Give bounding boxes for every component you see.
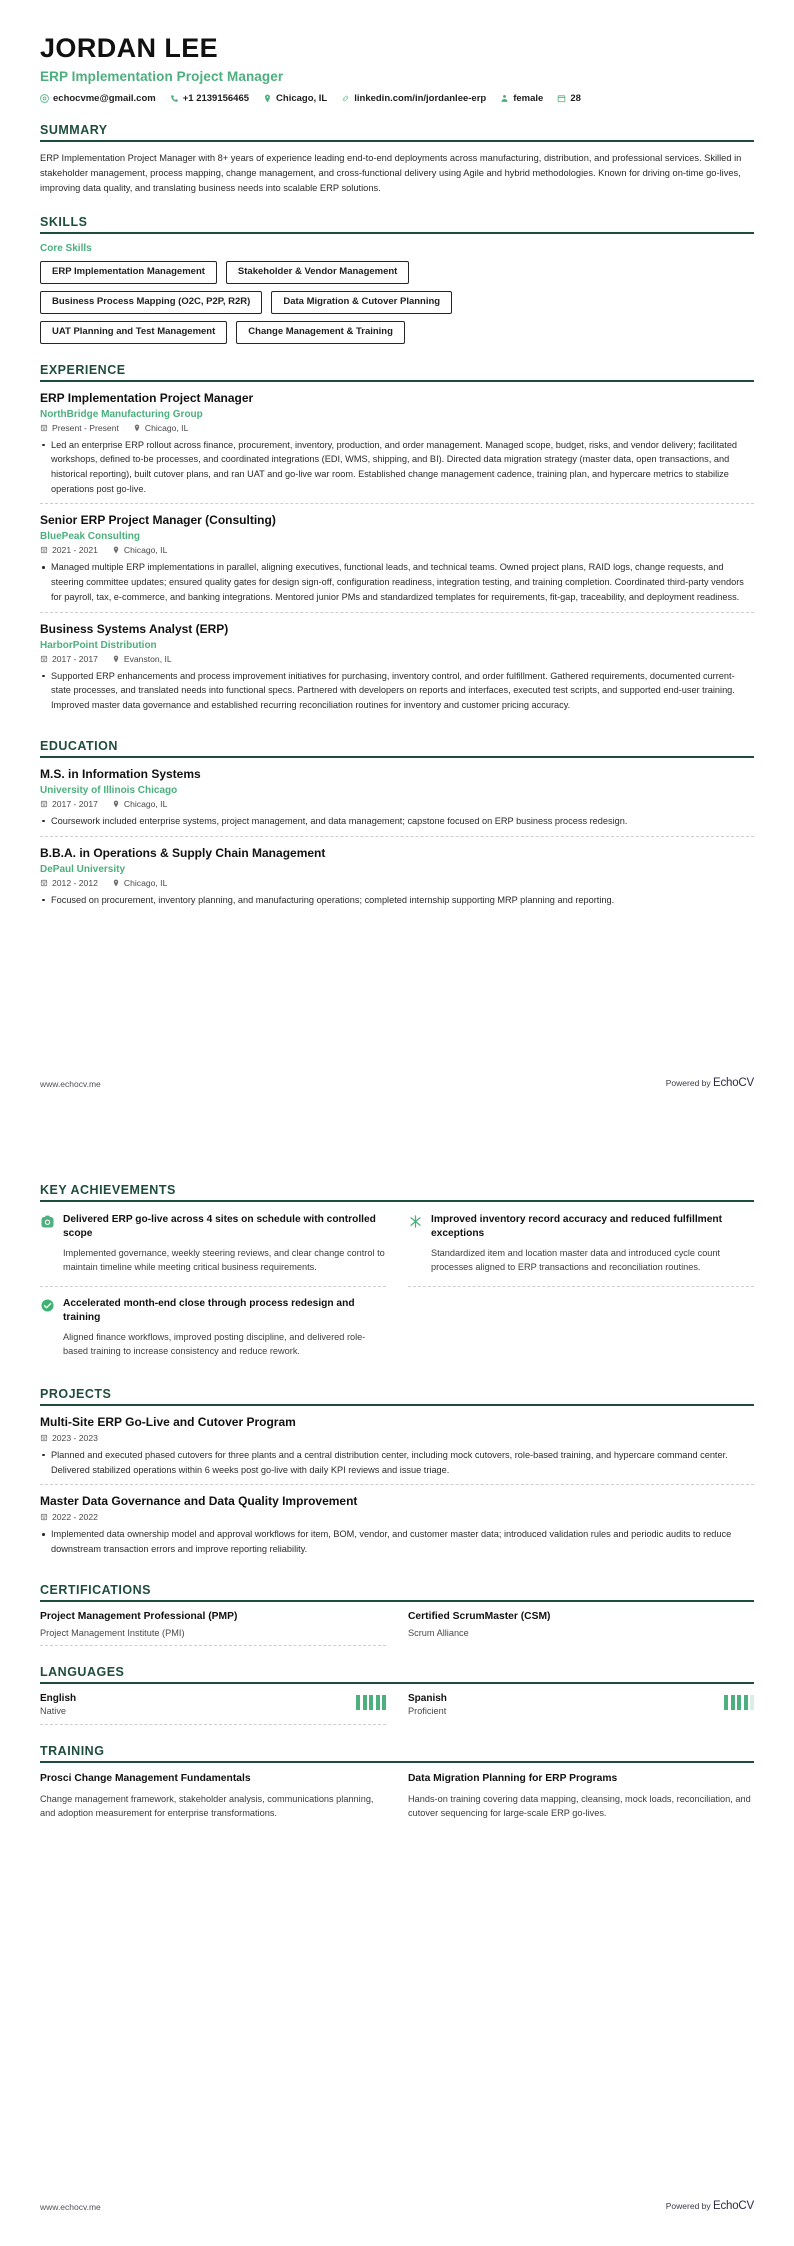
project-title: Master Data Governance and Data Quality Improvement <box>40 1494 358 1509</box>
resume-page-2 <box>0 1123 794 2246</box>
contact-location-text: Chicago, IL <box>276 92 328 104</box>
experience-org: HarborPoint Distribution <box>40 639 157 651</box>
education-dates-text: 2017 - 2017 <box>52 798 98 809</box>
section-divider <box>40 1200 754 1202</box>
achievement-item <box>408 1211 754 1284</box>
contact-phone[interactable] <box>170 93 249 104</box>
contact-linkedin-text: linkedin.com/in/jordanlee-erp <box>354 92 487 104</box>
contact-gender <box>500 93 543 104</box>
location-pin-icon <box>112 655 120 663</box>
footer-brand-prefix: Powered by <box>665 2201 713 2211</box>
proficiency-bar <box>724 1695 728 1710</box>
languages-grid <box>40 1693 754 1725</box>
education-bullets <box>40 814 754 829</box>
contact-location <box>263 93 327 104</box>
contact-phone-text: +1 2139156465 <box>182 92 250 104</box>
camera-badge-icon <box>40 1213 55 1234</box>
footer-brand-name: EchoCV <box>713 2200 754 2212</box>
section-skills <box>40 215 754 344</box>
contact-linkedin[interactable] <box>341 93 486 104</box>
project-title: Multi-Site ERP Go-Live and Cutover Program <box>40 1414 296 1429</box>
experience-dates-text: 2017 - 2017 <box>52 653 98 664</box>
location-pin-icon <box>112 879 120 887</box>
experience-entry <box>40 612 754 720</box>
education-school: University of Illinois Chicago <box>40 784 178 796</box>
calendar-icon <box>40 1513 48 1521</box>
certification-issuer: Scrum Alliance <box>408 1627 469 1638</box>
calendar-icon <box>40 655 48 663</box>
training-desc: Change management framework, stakeholder analysis, communications planning, and adoption measurement for enterprise transformations. <box>40 1793 374 1819</box>
experience-location-text: Evanston, IL <box>123 653 172 664</box>
certifications-grid <box>40 1611 754 1646</box>
section-title-education: EDUCATION <box>40 738 118 753</box>
education-degree: B.B.A. in Operations & Supply Chain Management <box>40 845 326 860</box>
section-title-certifications: CERTIFICATIONS <box>40 1582 151 1597</box>
experience-meta <box>40 654 754 664</box>
footer-brand-prefix: Powered by <box>665 1078 713 1088</box>
contact-age-text: 28 <box>570 92 581 104</box>
certification-title: Certified ScrumMaster (CSM) <box>408 1610 551 1622</box>
location-pin-icon <box>112 800 120 808</box>
experience-title: Senior ERP Project Manager (Consulting) <box>40 513 276 528</box>
bullet-item: Coursework included enterprise systems, project management, and data management; capstone focused on ERP business process redesign. <box>40 814 754 829</box>
skill-chip: ERP Implementation Management <box>40 261 217 284</box>
training-title: Prosci Change Management Fundamentals <box>40 1772 251 1784</box>
proficiency-bar <box>369 1695 373 1710</box>
certification-issuer: Project Management Institute (PMI) <box>40 1628 386 1646</box>
skill-chip: Change Management & Training <box>236 321 405 344</box>
experience-title: ERP Implementation Project Manager <box>40 390 254 405</box>
candidate-name: JORDAN LEE <box>40 33 219 63</box>
bullet-item: Implemented data ownership model and approval workflows for item, BOM, vendor, and customer master data; introduced validation rules and periodic audits to reduce downstream transaction errors and improve reporting reliability. <box>40 1527 754 1556</box>
experience-bullets <box>40 438 754 497</box>
page-footer <box>40 2200 754 2212</box>
certification-item <box>408 1611 754 1646</box>
experience-entry <box>40 391 754 504</box>
footer-brand-name: EchoCV <box>713 1077 754 1089</box>
project-bullets <box>40 1448 754 1477</box>
experience-dates-text: 2021 - 2021 <box>52 545 98 556</box>
section-languages <box>40 1665 754 1725</box>
section-training <box>40 1744 754 1821</box>
experience-location <box>112 545 167 555</box>
language-item <box>40 1693 386 1725</box>
project-dates-text: 2023 - 2023 <box>52 1432 98 1443</box>
certification-item <box>40 1611 386 1646</box>
project-bullets <box>40 1527 754 1556</box>
link-icon <box>341 94 350 103</box>
calendar-icon <box>40 546 48 554</box>
experience-bullets <box>40 560 754 604</box>
section-experience <box>40 363 754 720</box>
project-meta <box>40 1512 754 1522</box>
calendar-icon <box>557 94 566 103</box>
contact-age <box>557 93 581 104</box>
contact-row <box>40 93 754 104</box>
bullet-item: Focused on procurement, inventory planning, and manufacturing operations; completed internship supporting MRP planning and reporting. <box>40 893 754 908</box>
experience-location-text: Chicago, IL <box>144 422 189 433</box>
section-title-languages: LANGUAGES <box>40 1664 125 1679</box>
education-degree: M.S. in Information Systems <box>40 766 201 781</box>
experience-dates-text: Present - Present <box>52 422 119 433</box>
sparkle-icon <box>408 1213 423 1234</box>
achievement-title: Accelerated month-end close through process redesign and training <box>63 1297 355 1323</box>
proficiency-bar <box>744 1695 748 1710</box>
footer-brand <box>666 1077 754 1089</box>
bullet-item: Managed multiple ERP implementations in parallel, aligning executives, functional leads, and technical teams. Owned project plans, RAID logs, change requests, and steering committee updates; ensured quality gates for design sign-off, configuration readiness, integration testing, and training completion. Coordinated third-party vendors for payroll, tax, e-commerce, and banking integrations. Mentored junior PMs and standardized templates for requirements, fit-gap, traceability, and deployment readiness. <box>40 560 754 604</box>
project-meta <box>40 1433 754 1443</box>
section-divider <box>40 1761 754 1763</box>
section-title-training: TRAINING <box>40 1743 105 1758</box>
language-level: Proficient <box>408 1705 447 1716</box>
education-meta <box>40 878 754 888</box>
language-proficiency-bars <box>724 1693 754 1710</box>
education-location-text: Chicago, IL <box>123 877 168 888</box>
experience-title: Business Systems Analyst (ERP) <box>40 621 229 636</box>
location-pin-icon <box>112 546 120 554</box>
contact-gender-text: female <box>513 92 544 104</box>
section-title-achievements: KEY ACHIEVEMENTS <box>40 1183 176 1197</box>
candidate-headline: ERP Implementation Project Manager <box>40 68 284 84</box>
achievement-desc: Implemented governance, weekly steering reviews, and clear change control to maintain timeline while meeting critical business requirements. <box>63 1247 385 1273</box>
achievement-spacer <box>408 1286 754 1368</box>
section-divider <box>40 756 754 758</box>
section-title-summary: SUMMARY <box>40 122 108 137</box>
experience-dates <box>40 654 98 664</box>
section-divider <box>40 1682 754 1684</box>
project-entry <box>40 1415 754 1484</box>
project-dates-text: 2022 - 2022 <box>52 1512 98 1523</box>
education-dates <box>40 799 98 809</box>
section-divider <box>40 232 754 234</box>
achievement-desc: Aligned finance workflows, improved posting discipline, and delivered role-based training to increase consistency and reduce rework. <box>63 1331 366 1357</box>
skill-chip: Business Process Mapping (O2C, P2P, R2R) <box>40 291 262 314</box>
achievement-head <box>408 1213 754 1241</box>
achievements-grid <box>40 1211 754 1368</box>
section-title-experience: EXPERIENCE <box>40 362 126 377</box>
calendar-icon <box>40 800 48 808</box>
phone-icon <box>170 94 179 103</box>
section-divider <box>40 140 754 142</box>
section-divider <box>40 380 754 382</box>
section-divider <box>40 1404 754 1406</box>
training-title: Data Migration Planning for ERP Programs <box>408 1772 618 1784</box>
achievement-desc: Standardized item and location master data and introduced cycle count processes aligned to ERP transactions and reconciliation routines. <box>431 1247 721 1273</box>
email-icon <box>40 94 49 103</box>
education-entry <box>40 767 754 836</box>
section-education <box>40 739 754 914</box>
education-dates-text: 2012 - 2012 <box>52 877 98 888</box>
person-icon <box>500 94 509 103</box>
experience-org: BluePeak Consulting <box>40 531 141 543</box>
certification-title: Project Management Professional (PMP) <box>40 1610 238 1622</box>
project-dates <box>40 1433 98 1443</box>
experience-dates <box>40 423 119 433</box>
footer-website[interactable]: www.echocv.me <box>40 2202 101 2212</box>
achievement-item <box>40 1286 386 1368</box>
experience-meta <box>40 545 754 555</box>
proficiency-bar <box>382 1695 386 1710</box>
skill-chip: Stakeholder & Vendor Management <box>226 261 409 284</box>
training-item <box>40 1772 386 1821</box>
experience-location <box>112 654 172 664</box>
proficiency-bar <box>356 1695 360 1710</box>
achievement-head <box>40 1297 386 1325</box>
education-bullets <box>40 893 754 908</box>
project-dates <box>40 1512 98 1522</box>
language-name: English <box>40 1692 77 1704</box>
language-name: Spanish <box>408 1692 447 1704</box>
skills-group-label: Core Skills <box>40 242 92 254</box>
training-item <box>408 1772 754 1821</box>
skills-chip-list <box>40 261 580 344</box>
education-dates <box>40 878 98 888</box>
education-meta <box>40 799 754 809</box>
section-achievements <box>40 1183 754 1368</box>
section-divider <box>40 1600 754 1602</box>
resume-header <box>40 34 754 104</box>
education-location <box>112 799 167 809</box>
section-certifications <box>40 1583 754 1646</box>
check-circle-icon <box>40 1297 55 1318</box>
skill-chip: Data Migration & Cutover Planning <box>271 291 452 314</box>
section-title-projects: PROJECTS <box>40 1386 112 1401</box>
skill-chip: UAT Planning and Test Management <box>40 321 227 344</box>
training-grid <box>40 1772 754 1821</box>
footer-brand <box>666 2200 754 2212</box>
achievement-title: Improved inventory record accuracy and reduced fulfillment exceptions <box>431 1214 722 1239</box>
location-pin-icon <box>263 94 272 103</box>
language-proficiency-bars <box>356 1693 386 1710</box>
section-projects <box>40 1387 754 1564</box>
language-item <box>408 1693 754 1725</box>
calendar-icon <box>40 1434 48 1442</box>
education-entry <box>40 836 754 915</box>
education-location <box>112 878 167 888</box>
location-pin-icon <box>133 424 141 432</box>
project-entry <box>40 1484 754 1563</box>
experience-location <box>133 423 188 433</box>
experience-entry <box>40 503 754 611</box>
section-title-skills: SKILLS <box>40 214 88 229</box>
summary-text: ERP Implementation Project Manager with 8+ years of experience leading end-to-end deployments across manufacturing, distribution, and professional services. Skilled in stakeholder management, process mapping, change management, and cross-functional delivery using Agile and hybrid methodologies. Known for driving on-time go-lives, improving data quality, and translating business needs into scalable ERP solutions. <box>40 152 742 193</box>
calendar-icon <box>40 424 48 432</box>
calendar-icon <box>40 879 48 887</box>
proficiency-bar <box>750 1695 754 1710</box>
training-desc: Hands-on training covering data mapping, cleansing, mock loads, reconciliation, and cutover sequencing for large-scale ERP go-lives. <box>408 1793 751 1819</box>
language-text <box>40 1693 76 1716</box>
proficiency-bar <box>737 1695 741 1710</box>
contact-email-text: echocvme@gmail.com <box>53 92 156 104</box>
achievement-title: Delivered ERP go-live across 4 sites on schedule with controlled scope <box>63 1214 376 1239</box>
achievement-item <box>40 1211 386 1284</box>
education-location-text: Chicago, IL <box>123 798 168 809</box>
achievement-head <box>40 1213 386 1241</box>
experience-bullets <box>40 669 754 713</box>
footer-website[interactable]: www.echocv.me <box>40 1079 101 1089</box>
education-school: DePaul University <box>40 863 126 875</box>
language-level: Native <box>40 1705 67 1716</box>
language-text <box>408 1693 447 1716</box>
proficiency-bar <box>376 1695 380 1710</box>
bullet-item: Supported ERP enhancements and process improvement initiatives for purchasing, inventory control, and order fulfillment. Gathered requirements, documented current-state processes, and translated needs into functional specs. Partnered with developers on reports and interfaces, executed test scripts, and supported end-user training. Improved master data governance and established recurring reconciliation routines for inventory and customer pricing accuracy. <box>40 669 754 713</box>
contact-email[interactable] <box>40 93 156 104</box>
experience-org: NorthBridge Manufacturing Group <box>40 408 203 420</box>
section-summary <box>40 123 754 196</box>
proficiency-bar <box>731 1695 735 1710</box>
bullet-item: Led an enterprise ERP rollout across finance, procurement, inventory, production, and order management. Managed scope, budget, risks, and vendor delivery; facilitated workshops, defined to-be processes, and coordinated integrations (EDI, WMS, shipping, and BI). Directed data migration strategy (master data, open transactions, and historical reporting), built cutover plans, and ran UAT and go-live war room. Established change management cadence, training plan, and hypercare metrics to stabilize operations post go-live. <box>40 438 754 497</box>
experience-dates <box>40 545 98 555</box>
experience-meta <box>40 423 754 433</box>
bullet-item: Planned and executed phased cutovers for three plants and a central distribution center, including mock cutovers, role-based training, and hypercare command center. Delivered stabilized operations within 6 weeks post go-live with daily KPI reviews and issue triage. <box>40 1448 754 1477</box>
experience-location-text: Chicago, IL <box>123 545 168 556</box>
page-footer <box>40 1077 754 1089</box>
proficiency-bar <box>363 1695 367 1710</box>
